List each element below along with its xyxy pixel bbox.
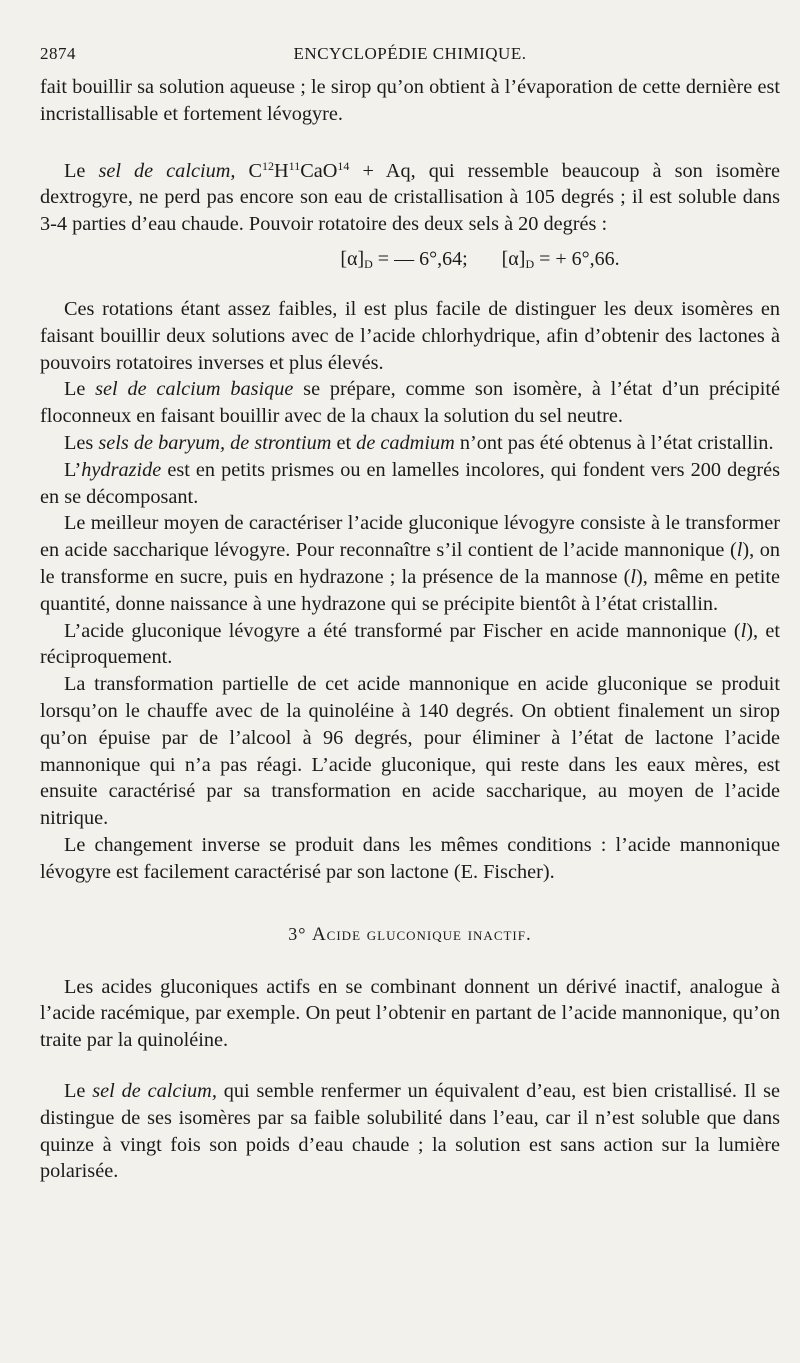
paragraph-transformation xyxy=(40,671,780,832)
italic-term: sel de calcium, xyxy=(98,159,236,182)
paragraph-meilleur-moyen xyxy=(40,510,780,617)
italic-term: l xyxy=(630,565,637,588)
text-run: Le meilleur moyen de caractériser l’acide gluconique lévogyre consiste à le transformer en acide saccharique lévogyre. Pour reconnaître s’il contient de l’acide mannonique ( xyxy=(40,512,780,562)
paragraph-sels-baryum xyxy=(40,430,780,457)
paragraph-text: La transformation partielle de cet acide mannonique en acide gluconique se produit lorsqu’on le chauffe avec de la quinoléine à 140 degrés. On obtient finalement un sirop qu’on épuise par de l’alcool à 96 degrés, pour éliminer à l’état de lactone l’acide mannonique qui n’a pas réagi. L’acide gluconique, qui reste dans les eaux mères, est ensuite caractérisé par sa transformation en acide saccharique, au moyen de l’acide nitrique. xyxy=(40,673,780,830)
text-run: ), on le transforme en sucre, puis en hydrazone ; la présence de la mannose ( xyxy=(40,539,780,588)
rotation-formula xyxy=(40,244,780,274)
italic-term: sels de baryum, de strontium xyxy=(98,431,332,454)
paragraph-text: Les acides gluconiques actifs en se combinant donnent un dérivé inactif, analogue à l’acide racémique, par exemple. On peut l’obtenir en partant de l’acide mannonique, qu’on traite par la quinoléine. xyxy=(40,975,780,1052)
paragraph-changement-inverse xyxy=(40,832,780,886)
superscript: 14 xyxy=(337,158,350,173)
text-run: Le xyxy=(64,378,96,401)
text-run: Le xyxy=(64,1079,93,1102)
italic-term: hydrazide xyxy=(81,458,162,481)
paragraph-text: fait bouillir sa solution aqueuse ; le sirop qu’on obtient à l’évaporation de cette dernière est incristallisable et fortement lévogyre. xyxy=(40,76,780,125)
paragraph-sel-calcium xyxy=(40,158,780,238)
section-heading xyxy=(40,924,780,946)
subscript: D xyxy=(364,256,373,271)
text-run: L’ xyxy=(64,458,82,481)
paragraph-acides-actifs xyxy=(40,974,780,1054)
section-number: 3° xyxy=(288,923,312,944)
rotation-value: = + 6°,66. xyxy=(534,247,620,270)
formula-run: H xyxy=(274,159,289,182)
spacer xyxy=(40,1054,780,1078)
text-run: se prépare, comme son isomère, à l’état d’un précipité floconneux en faisant bouillir avec de la chaux la solution du sel neutre. xyxy=(40,378,780,428)
superscript: 12 xyxy=(262,158,275,173)
italic-term: l xyxy=(736,539,743,562)
italic-term: de cadmium xyxy=(356,431,455,454)
formula-run: + Aq, xyxy=(349,159,416,182)
alpha-symbol: [α] xyxy=(340,247,365,270)
page-number: 2874 xyxy=(40,44,76,63)
text-run: et xyxy=(331,431,357,454)
page-header xyxy=(40,44,780,74)
paragraph-rotations xyxy=(40,296,780,376)
superscript: 11 xyxy=(288,158,301,173)
italic-term: l xyxy=(740,619,747,642)
italic-term: sel de calcium basique xyxy=(95,378,294,401)
spacer xyxy=(40,128,780,158)
alpha-symbol: [α] xyxy=(501,247,526,270)
paragraph-hydrazide xyxy=(40,457,780,511)
text-run: est en petits prismes ou en lamelles incolores, qui fondent vers 200 degrés en se décomposant. xyxy=(40,458,780,508)
text-run: qui ressemble beaucoup à son isomère dextrogyre, ne perd pas encore son eau de cristallisation à 105 degrés ; il est soluble dans 3-4 parties d’eau chaude. Pouvoir rotatoire des deux sels à 20 degrés : xyxy=(40,159,780,236)
text-run: ), et réciproquement. xyxy=(40,619,781,669)
paragraph-continuation xyxy=(40,74,780,128)
paragraph-sel-basique xyxy=(40,376,780,430)
text-run: ), même en petite quantité, donne naissance à une hydrazone qui se précipite bientôt à l’état cristallin. xyxy=(40,565,781,615)
formula-run: CaO xyxy=(300,159,338,182)
text-run: Les xyxy=(64,431,99,454)
paragraph-text: Ces rotations étant assez faibles, il est plus facile de distinguer les deux isomères en faisant bouillir deux solutions avec de l’acide chlorhydrique, afin d’obtenir des lactones à pouvoirs rotatoires inverses et plus élevés. xyxy=(40,297,780,374)
rotation-value: = — 6°,64; xyxy=(372,247,468,270)
section-title: Acide gluconique inactif. xyxy=(311,923,532,945)
text-run: n’ont pas été obtenus à l’état cristallin. xyxy=(454,431,774,454)
running-title: ENCYCLOPÉDIE CHIMIQUE. xyxy=(293,44,527,63)
spacer xyxy=(40,886,780,916)
italic-term: sel de calcium, xyxy=(92,1079,217,1102)
text-run: L’acide gluconique lévogyre a été transformé par Fischer en acide mannonique ( xyxy=(64,619,741,642)
formula-run: C xyxy=(235,159,263,182)
paragraph-fischer xyxy=(40,618,780,672)
text-run: qui semble renfermer un équivalent d’eau, est bien cristallisé. Il se distingue de ses isomères par sa faible solubilité dans l’eau, car il n’est soluble que dans quinze à vingt fois son poids d’eau chaude ; la solution est sans action sur la lumière polarisée. xyxy=(40,1079,780,1183)
subscript: D xyxy=(525,256,535,271)
paragraph-sel-calcium-inactif xyxy=(40,1078,780,1185)
paragraph-text: Le changement inverse se produit dans les mêmes conditions : l’acide mannonique lévogyre est facilement caractérisé par son lactone (E. Fischer). xyxy=(40,833,780,883)
text-run: Le xyxy=(64,159,99,182)
